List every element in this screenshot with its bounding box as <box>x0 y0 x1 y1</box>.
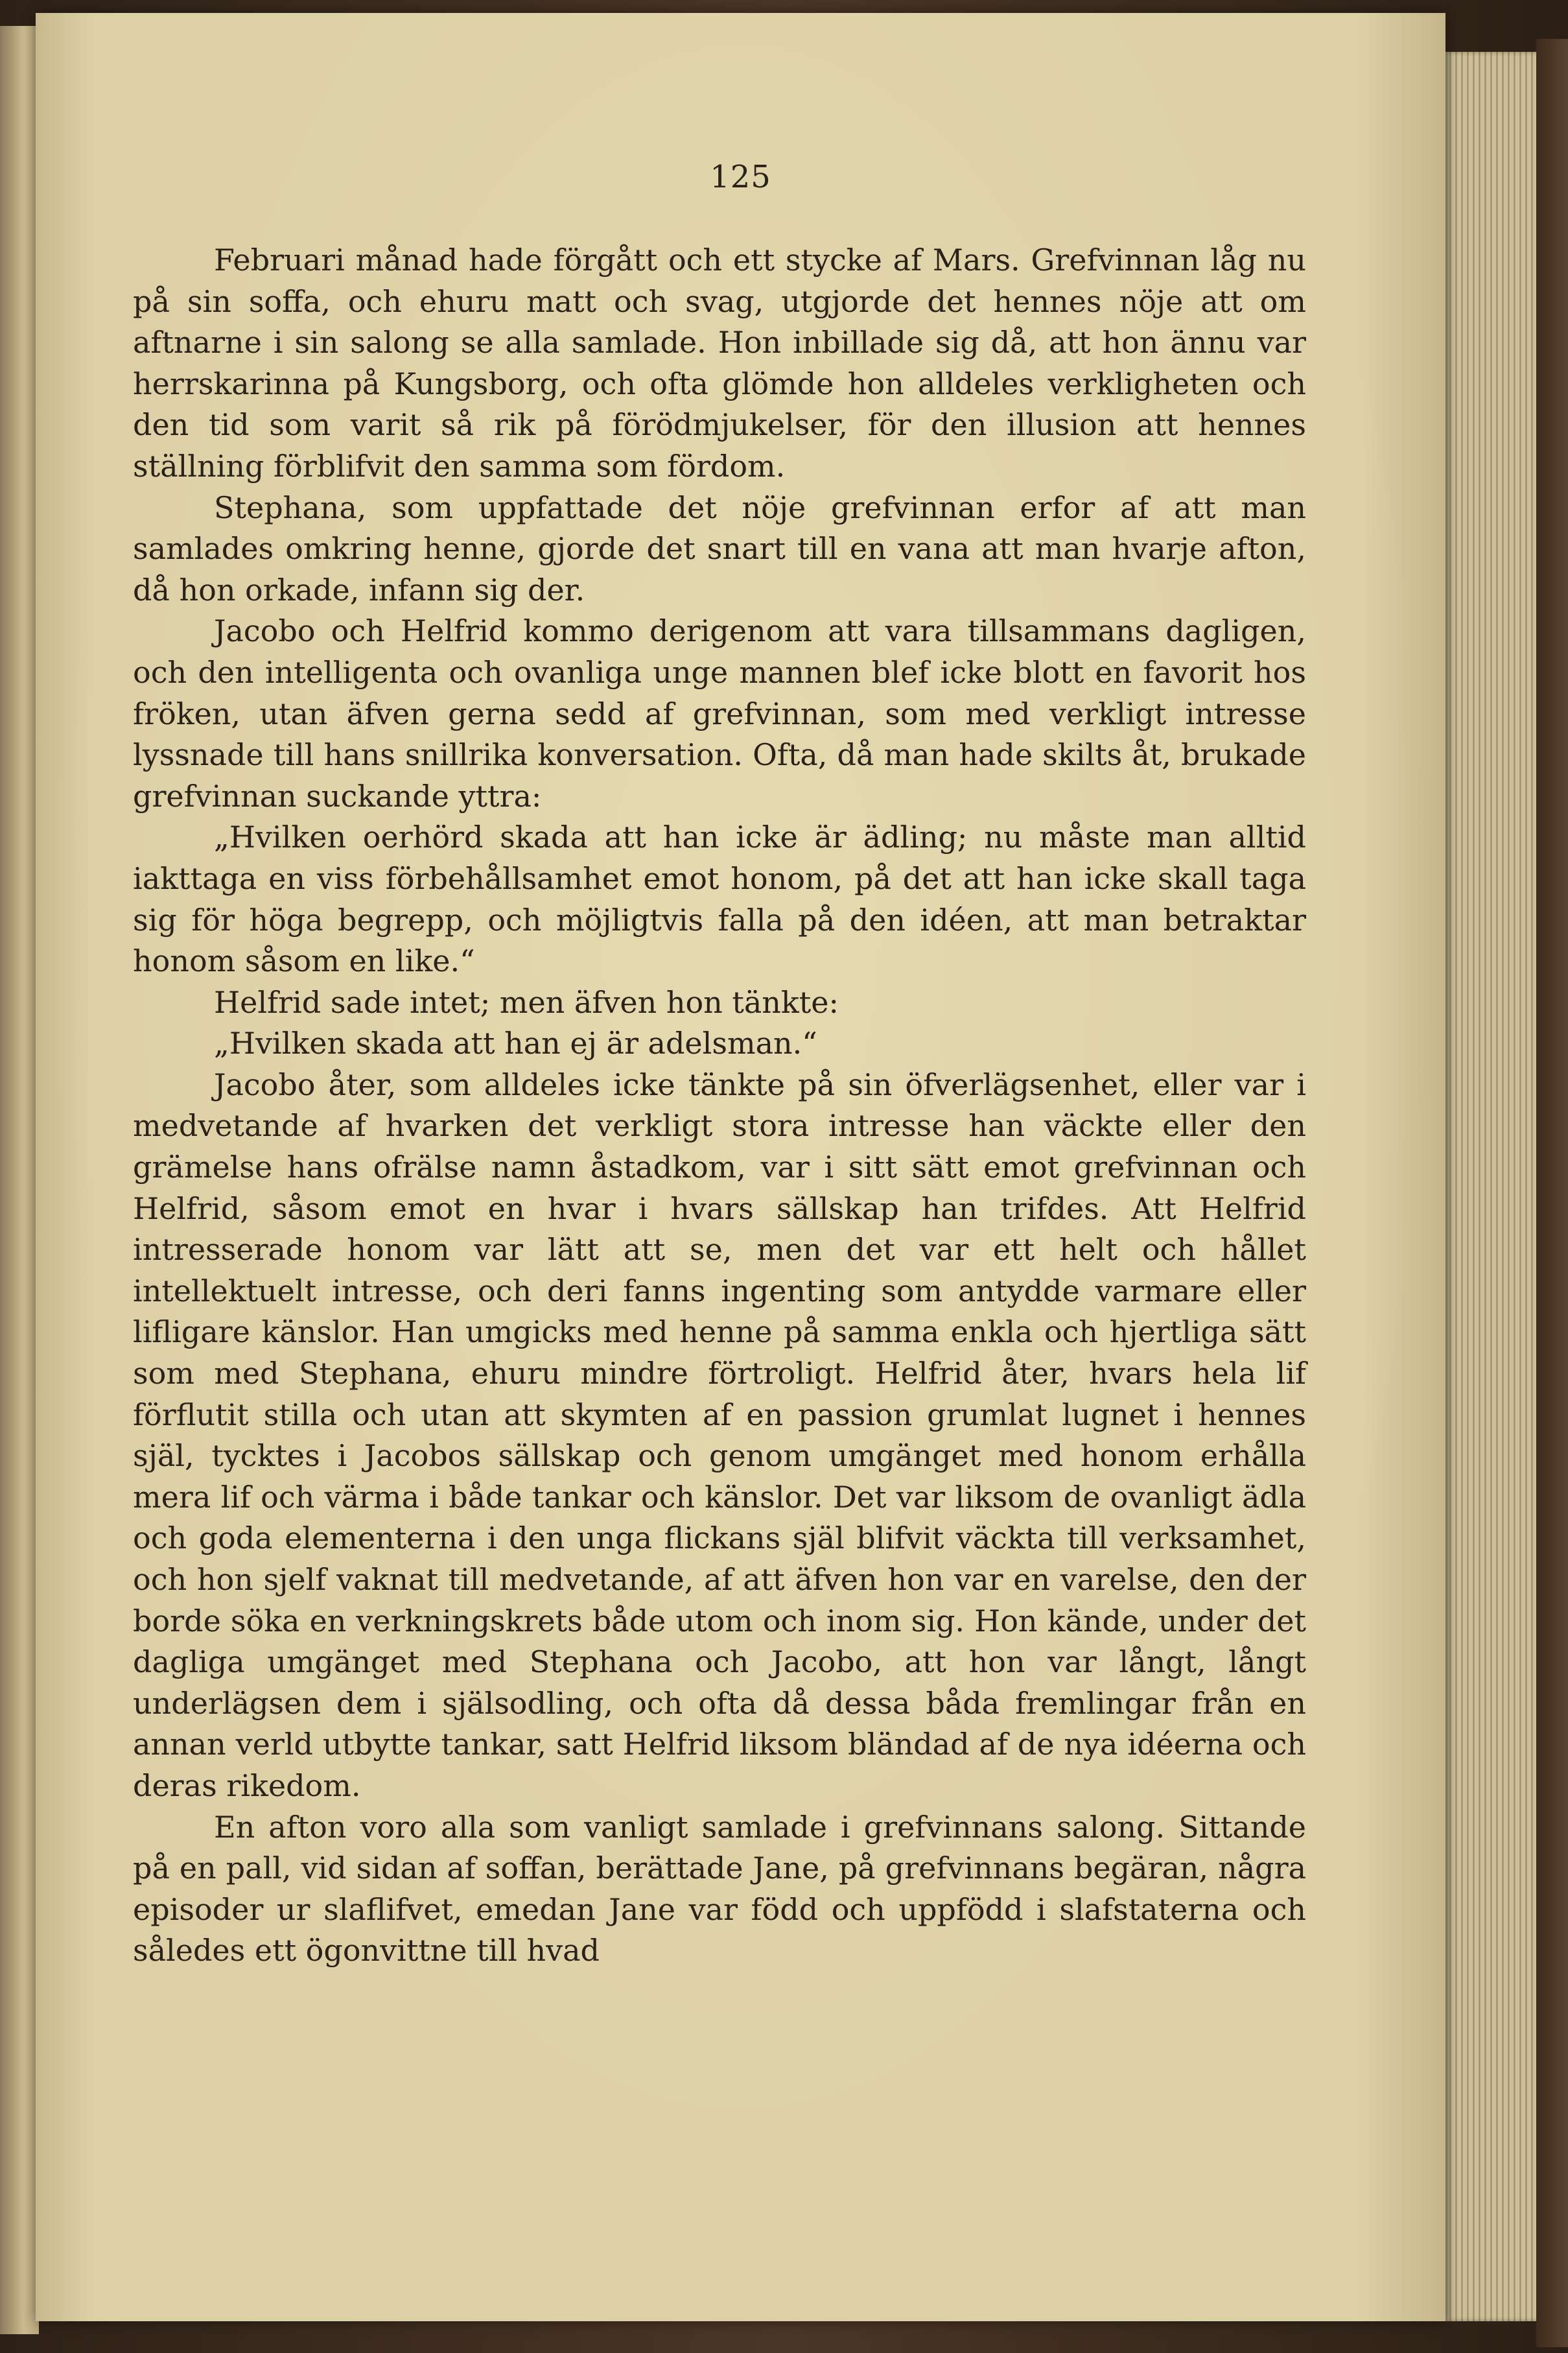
paragraph: En afton voro alla som vanligt samlade i grefvinnans salong. Sittande på en pall, vid sidan af soffan, berättade Jane, på grefvinnans begäran, några episoder ur slaflifvet, emedan Jane var född och uppfödd i slafstaterna och således ett ögonvittne till hvad <box>133 1809 1306 1969</box>
paragraph: Stephana, som uppfattade det nöje grefvinnan erfor af att man samlades omkring henne, gjorde det snart till en vana att man hvarje afton, då hon orkade, infann sig der. <box>133 490 1306 608</box>
page-number: 125 <box>710 159 771 195</box>
paragraph: Februari månad hade förgått och ett stycke af Mars. Grefvinnan låg nu på sin soffa, och ehuru matt och svag, utgjorde det hennes nöje att om aftnarne i sin salong se alla samlade. Hon inbillade sig då, att hon ännu var herrskarinna på Kungsborg, och ofta glömde hon alldeles verkligheten och den tid som varit så rik på förödmjukelser, för den illusion att hennes ställning förblifvit den samma som fördom. <box>133 242 1306 484</box>
paragraph: Jacobo åter, som alldeles icke tänkte på sin öfverlägsenhet, eller var i medvetande af hvarken det verkligt stora intresse han väckte eller den grämelse hans ofrälse namn åstadkom, var i sitt sätt emot grefvinnan och Helfrid, såsom emot en hvar i hvars sällskap han trifdes. Att Helfrid intresserade honom var lätt att se, men det var ett helt och hållet intellektuelt intresse, och deri fanns ingenting som antydde varmare eller lifligare känslor. Han umgicks med henne på samma enkla och hjertliga sätt som med Stephana, ehuru mindre förtroligt. Helfrid åter, hvars hela lif förflutit stilla och utan att skymten af en passion grumlat lugnet i hennes själ, tycktes i Jacobos sällskap och genom umgänget med honom erhålla mera lif och värma i både tankar och känslor. Det var liksom de ovanligt ädla och goda elementerna i den unga flickans själ blifvit väckta till verksamhet, och hon sjelf vaknat till medvetande, af att äfven hon var en varelse, den der borde söka en verkningskrets både utom och inom sig. Hon kände, under det dagliga umgänget med Stephana och Jacobo, att hon var långt, långt underlägsen dem i själsodling, och ofta då dessa båda fremlingar från en annan verld utbytte tankar, satt Helfrid liksom bländad af de nya idéerna och deras rikedom. <box>133 1067 1306 1803</box>
page-stack-edge <box>1445 52 1543 2321</box>
left-page-edge <box>0 26 39 2334</box>
book-cover-edge <box>1536 39 1568 2347</box>
paragraph: Jacobo och Helfrid kommo derigenom att vara tillsammans dagligen, och den intelligenta och ovanliga unge mannen blef icke blott en favorit hos fröken, utan äfven gerna sedd af grefvinnan, som med verkligt intresse lyssnade till hans snillrika konversation. Ofta, då man hade skilts åt, brukade grefvinnan suckande yttra: <box>133 613 1306 814</box>
quote-paragraph: „Hvilken oerhörd skada att han icke är ädling; nu måste man alltid iakttaga en viss förbehållsamhet emot honom, på det att han icke skall taga sig för höga begrepp, och möjligtvis falla på den idéen, att man betraktar honom såsom en like.“ <box>133 820 1306 979</box>
body-text <box>133 240 1306 1972</box>
book-page <box>36 13 1445 2321</box>
quote-paragraph: „Hvilken skada att han ej är adelsman.“ <box>214 1026 817 1061</box>
paragraph: Helfrid sade intet; men äfven hon tänkte: <box>214 984 839 1020</box>
